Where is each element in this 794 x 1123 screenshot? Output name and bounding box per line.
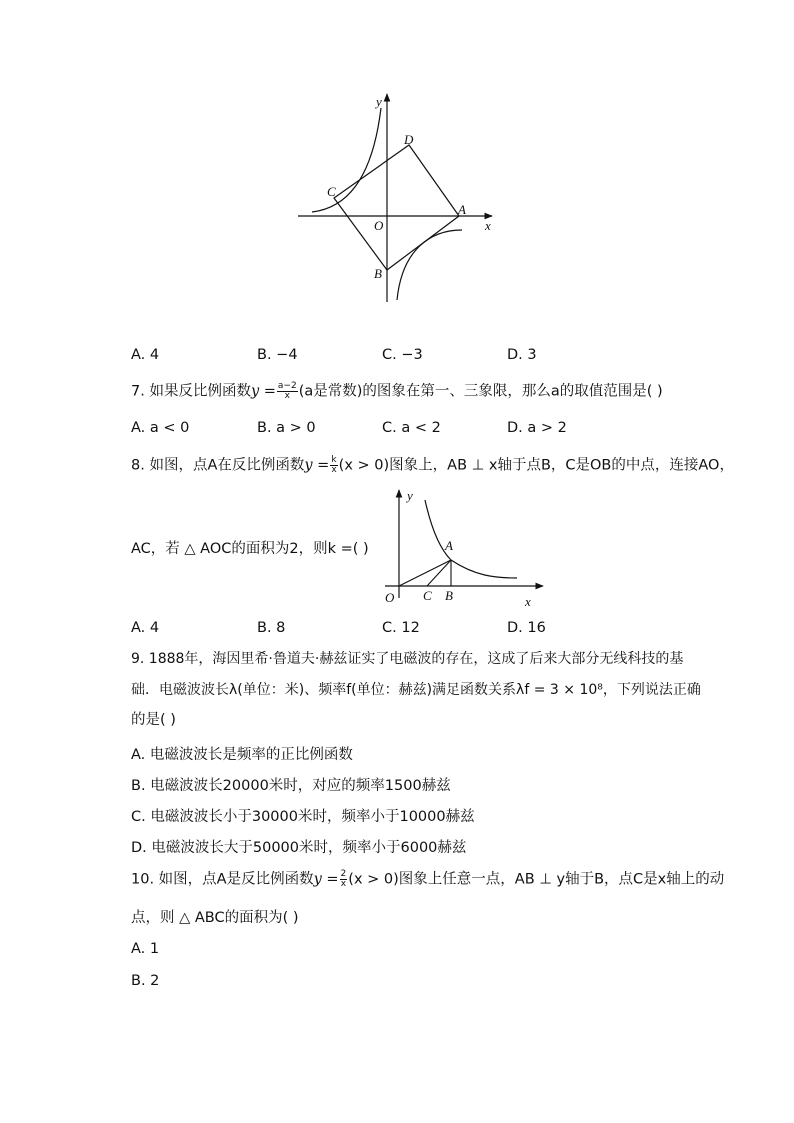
label-y: y [407, 488, 413, 503]
figure-square-hyperbola [290, 90, 510, 310]
q8-suffix: (x > 0)图象上，AB ⊥ x轴于点B，C是OB的中点，连接AO， [338, 457, 734, 474]
figure-hyperbola-triangle [355, 486, 555, 610]
q8-frac-num: k [331, 455, 337, 465]
label-a: A [458, 202, 466, 217]
label-x: x [485, 218, 491, 233]
q10-question [131, 870, 724, 889]
q9-option-d: D. 电磁波波长大于50000米时，频率小于6000赫兹 [131, 840, 467, 856]
q6-option-b: B. −4 [257, 347, 298, 363]
q10-option-b: B. 2 [131, 973, 160, 989]
q8-fraction [330, 456, 337, 475]
q10-frac-den: x [340, 879, 347, 889]
q8-option-b: B. 8 [257, 620, 286, 636]
q10-suffix: (x > 0)图象上任意一点，AB ⊥ y轴于B，点C是x轴上的动 [348, 871, 725, 888]
q8-question-line2: AC，若 △ AOC的面积为2，则k =( ) [131, 541, 369, 557]
q8-prefix: 8. 如图，点A在反比例函数 [131, 457, 305, 474]
q8-option-d: D. 16 [507, 620, 546, 636]
q6-option-a: A. 4 [131, 347, 160, 363]
label-o: O [374, 218, 384, 233]
label-x: x [525, 594, 531, 609]
q7-option-c: C. a < 2 [382, 420, 441, 436]
q10-frac-num: 2 [340, 869, 347, 879]
label-b: B [445, 588, 453, 603]
square-abcd [334, 145, 459, 270]
q10-option-a: A. 1 [131, 941, 160, 957]
label-c: C [423, 588, 432, 603]
label-o: O [385, 590, 395, 605]
label-a: A [445, 538, 453, 553]
q7-suffix: (a是常数)的图象在第一、三象限，那么a的取值范围是( ) [298, 383, 663, 400]
label-d: D [404, 132, 414, 147]
q10-fraction [340, 870, 348, 889]
q9-option-a: A. 电磁波波长是频率的正比例函数 [131, 747, 353, 763]
q9-line2: 础．电磁波波长λ(单位：米)、频率f(单位：赫兹)满足函数关系λf = 3 × 10⁸，下列说法正确 [131, 682, 701, 698]
q8-option-a: A. 4 [131, 620, 160, 636]
q8-option-c: C. 12 [382, 620, 420, 636]
q6-option-d: D. 3 [507, 347, 537, 363]
q9-line3: 的是( ) [131, 712, 176, 728]
q7-option-b: B. a > 0 [257, 420, 316, 436]
q8-func-lhs: y = [304, 457, 330, 474]
q7-frac-num: a−2 [277, 381, 297, 391]
q9-line1: 9. 1888年，海因里希·鲁道夫·赫兹证实了电磁波的存在，这成了后来大部分无线科技的基 [131, 651, 684, 667]
q7-prefix: 7. 如果反比例函数 [131, 383, 251, 400]
q9-option-b: B. 电磁波波长20000米时，对应的频率1500赫兹 [131, 778, 451, 794]
q7-frac-den: x [284, 391, 290, 401]
q8-question [131, 456, 734, 475]
hyperbola-branch-upper-left [312, 108, 381, 212]
q8-frac-den: x [331, 465, 337, 475]
hyperbola-branch-lower-right [397, 230, 462, 300]
q10-prefix: 10. 如图，点A是反比例函数 [131, 871, 314, 888]
q7-question [131, 382, 663, 401]
segment-oa [399, 560, 451, 586]
segment-ac [427, 560, 451, 586]
q6-option-c: C. −3 [382, 347, 423, 363]
q10-question-line2: 点，则 △ ABC的面积为( ) [131, 910, 299, 926]
q7-option-d: D. a > 2 [507, 420, 567, 436]
label-b: B [374, 266, 382, 281]
q9-option-c: C. 电磁波波长小于30000米时，频率小于10000赫兹 [131, 809, 475, 825]
label-y: y [376, 94, 382, 109]
q7-func-lhs: y = [250, 383, 276, 400]
q7-option-a: A. a < 0 [131, 420, 190, 436]
q10-func-lhs: y = [313, 871, 339, 888]
label-c: C [327, 184, 336, 199]
q7-fraction [277, 382, 298, 401]
